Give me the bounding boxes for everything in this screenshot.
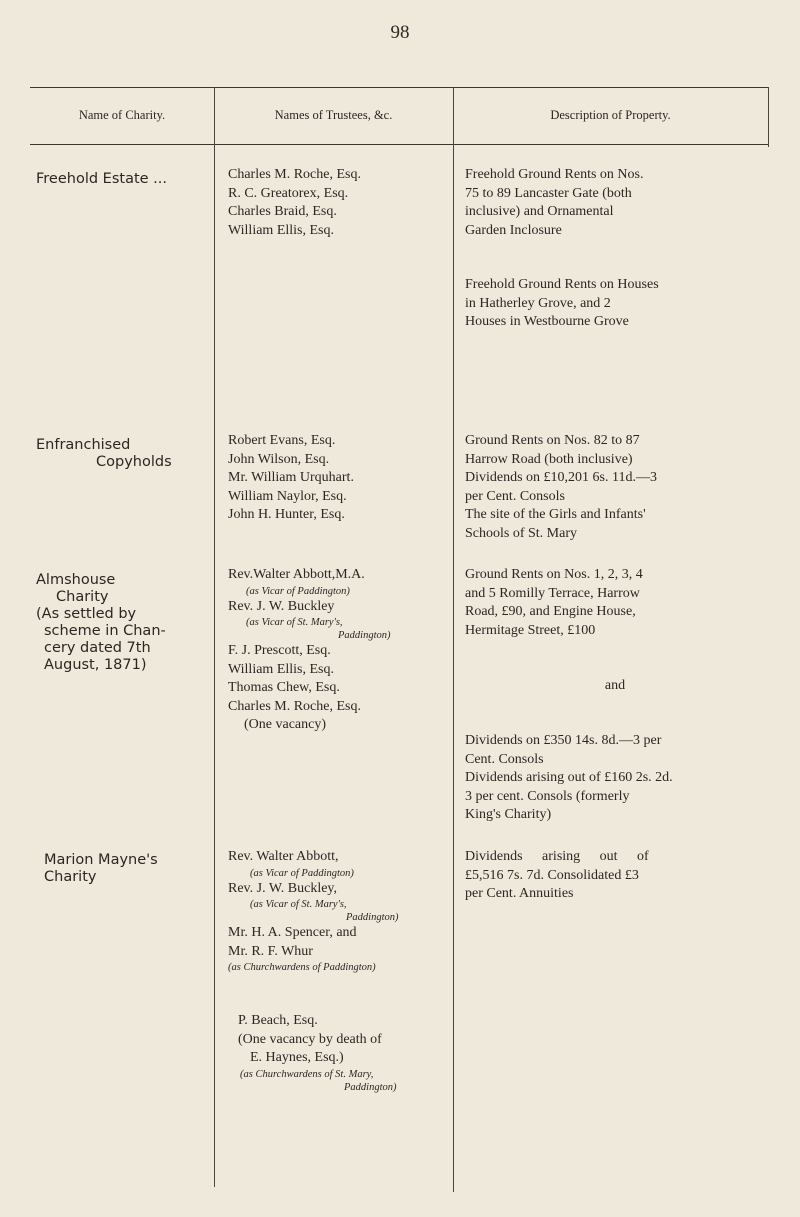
trustee: Rev. J. W. Buckley [228, 598, 335, 614]
trustee-note: Paddington) [344, 1081, 397, 1093]
charity-name-copyholds: Enfranchised Copyholds [36, 437, 172, 470]
trustee-note: (as Vicar of St. Mary's, [250, 899, 347, 910]
property-almshouse-1: Ground Rents on Nos. 1, 2, 3, 4 and 5 Romilly Terrace, Harrow Road, £90, and Engine House, Hermitage Street, £100 [465, 567, 643, 638]
trustee: Mr. R. F. Whur [228, 943, 313, 959]
trustee: R. C. Greatorex, Esq. [228, 185, 349, 201]
trustee: Charles M. Roche, Esq. [228, 698, 361, 714]
trustee: Charles Braid, Esq. [228, 204, 337, 219]
header-charity: Name of Charity. [78, 108, 166, 122]
property-copyholds: Ground Rents on Nos. 82 to 87 Harrow Road (both inclusive) Dividends on £10,201 6s. 11d.—3 per Cent. Consols The site of the Girls and Infants' Schools of St. Mary [465, 433, 657, 541]
trustee-note: (as Vicar of St. Mary's, [246, 617, 343, 628]
trustee: Rev. Walter Abbott, [228, 849, 339, 864]
trustee: Mr. William Urquhart. [228, 470, 354, 485]
property-almshouse-2: Dividends on £350 14s. 8d.—3 per Cent. Consols [465, 733, 662, 767]
trustees-almshouse [228, 566, 448, 735]
trustee-note: (as Vicar of Paddington) [246, 585, 350, 597]
trustee: William Naylor, Esq. [228, 488, 347, 504]
trustees-marion-mayne-2 [228, 1012, 448, 1094]
charity-name-freehold: Freehold Estate ... [36, 171, 168, 187]
trustee: Robert Evans, Esq. [228, 433, 336, 448]
trustees-copyholds [228, 432, 448, 525]
table-header-rule [30, 144, 768, 145]
property-almshouse-3: Dividends arising out of £160 2s. 2d. 3 per cent. Consols (formerly King's Charity) [465, 770, 673, 822]
trustee: John H. Hunter, Esq. [228, 507, 345, 522]
column-divider-3 [768, 87, 769, 147]
trustee-note: (as Vicar of Paddington) [250, 867, 354, 879]
trustee: F. J. Prescott, Esq. [228, 643, 331, 658]
trustee: Mr. H. A. Spencer, and [228, 925, 357, 940]
column-divider-1 [214, 87, 215, 1187]
property-marion-mayne: Dividends arising out of £5,516 7s. 7d. Consolidated £3 per Cent. Annuities [465, 849, 649, 901]
trustee: Rev.Walter Abbott,M.A. [228, 567, 365, 582]
trustee: Rev. J. W. Buckley, [228, 880, 338, 896]
trustee: John Wilson, Esq. [228, 451, 330, 467]
trustee: Charles M. Roche, Esq. [228, 167, 361, 182]
table-top-rule [30, 87, 768, 88]
charity-name-almshouse: Almshouse Charity (As settled by scheme in Chan- cery dated 7th August, 1871) [36, 572, 166, 673]
column-divider-2 [453, 87, 454, 1192]
trustee: Thomas Chew, Esq. [228, 680, 340, 695]
trustee: (One vacancy) [244, 717, 327, 732]
page-number: 98 [390, 22, 410, 43]
property-freehold-2: Freehold Ground Rents on Houses in Hatherley Grove, and 2 Houses in Westbourne Grove [465, 277, 659, 329]
trustee: (One vacancy by death of [238, 1031, 382, 1047]
trustees-marion-mayne [228, 848, 448, 974]
trustee-note: Paddington) [338, 630, 391, 641]
trustee: William Ellis, Esq. [228, 222, 334, 238]
trustee-note: (as Churchwardens of St. Mary, [240, 1068, 374, 1080]
trustees-freehold [228, 166, 448, 240]
header-property: Description of Property. [550, 108, 671, 122]
trustee: William Ellis, Esq. [228, 661, 334, 677]
header-trustees: Names of Trustees, &c. [274, 108, 393, 122]
charity-name-marion-mayne: Marion Mayne's Charity [44, 852, 158, 885]
property-almshouse-and: and [604, 678, 626, 693]
trustee-note: (as Churchwardens of Paddington) [228, 962, 376, 973]
trustee: P. Beach, Esq. [238, 1013, 318, 1028]
trustee-note: Paddington) [346, 912, 399, 923]
property-freehold-1: Freehold Ground Rents on Nos. 75 to 89 Lancaster Gate (both inclusive) and Ornamental Garden Inclosure [465, 167, 644, 238]
trustee: E. Haynes, Esq.) [250, 1050, 344, 1065]
